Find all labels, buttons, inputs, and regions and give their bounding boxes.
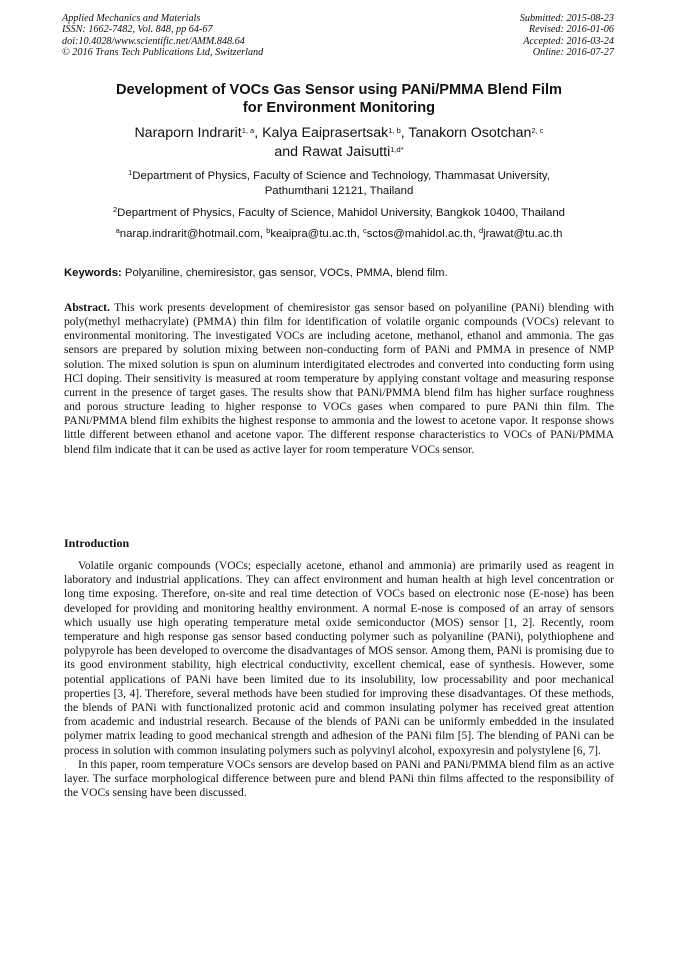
authors-line-1 (40, 124, 638, 143)
email-address: sctos@mahidol.ac.th, (366, 228, 479, 240)
email-mark: c (362, 225, 367, 235)
affiliation-text: Department of Physics, Faculty of Science and Technology, Thammasat University, (132, 170, 550, 182)
issn-info: ISSN: 1662-7482, Vol. 848, pp 64-67 (62, 24, 213, 36)
abstract-label: Abstract. (64, 302, 110, 314)
abstract (64, 301, 614, 457)
email-mark: d (478, 225, 484, 235)
title-line-1: Development of VOCs Gas Sensor using PANi/PMMA Blend Film (116, 82, 562, 98)
author-name: , Kalya Eaiprasertsak (254, 125, 389, 141)
journal-info (62, 13, 263, 59)
section-heading-introduction: Introduction (64, 536, 130, 550)
affiliation-text: Pathumthani 12121, Thailand (264, 184, 414, 197)
email-mark: a (115, 225, 120, 235)
abstract-text: This work presents development of chemiresistor gas sensor based on polyaniline (PANi) blending with poly(methyl methacrylate) (PMMA) thin film for identification of volatile organic compounds (VOCs) relevant to environmental monitoring. The investigated VOCs are including acetone, methanol, ethanol and ammonia. The gas sensors are prepared by solution mixing between non-conducting form of PANi and PMMA in presence of NMP solution. The mixed solution is spun on aluminum interdigitated electrodes and converted into conducting form using HCl doping. Their sensitivity is measured at room temperature by applying constant voltage and measuring response current in the presence of target gases. The results show that PANi/PMMA blend film has higher surface roughness and porous structure leading to higher response to VOCs gases when compared to pure PANi thin film. The PANi/PMMA blend film exhibits the highest response to ammonia and the lowest to acetone vapor. It response shows little different between ethanol and acetone vapor. The different response characteristics to VOCs of PANi/PMMA blend film indicate that it can be used as active layer for room temperature VOCs sensor. (64, 302, 614, 456)
author-name: , Tanakorn Osotchan (400, 125, 532, 141)
email-address: jrawat@tu.ac.th (483, 228, 563, 240)
accepted-date: Accepted: 2016-03-24 (523, 35, 614, 47)
submitted-date: Submitted: 2015-08-23 (519, 13, 614, 24)
keywords (64, 267, 448, 279)
author-name: and Rawat Jaisutti (274, 144, 391, 160)
affiliation-number: 1 (128, 167, 133, 177)
copyright-info: © 2016 Trans Tech Publications Ltd, Switzerland (62, 47, 264, 59)
author-list (40, 124, 638, 162)
affiliation-number: 2 (112, 204, 118, 214)
email-mark: b (266, 225, 271, 235)
paper-title (40, 82, 638, 117)
introduction-paragraph-2: In this paper, room temperature VOCs sensors are develop based on PANi and PANi/PMMA blend film as an active layer. The surface morphological difference between pure and blend PANi thin films affected to the responsibility of the VOCs sensing have been discussed. (64, 758, 614, 800)
author-affiliation-mark: 1,d* (390, 144, 404, 154)
keywords-text: Polyaniline, chemiresistor, gas sensor, VOCs, PMMA, blend film. (121, 267, 448, 279)
online-date: Online: 2016-07-27 (532, 47, 614, 59)
title-line-2: for Environment Monitoring (242, 99, 436, 116)
doi-info: doi:10.4028/www.scientific.net/AMM.848.64 (62, 35, 245, 47)
author-name: Naraporn Indrarit (134, 125, 242, 141)
introduction-body (64, 559, 614, 800)
email-address: narap.indrarit@hotmail.com, (119, 228, 267, 240)
revised-date: Revised: 2016-01-06 (528, 24, 614, 36)
author-affiliation-mark: 1, a (241, 125, 255, 135)
affiliation-2 (50, 206, 628, 221)
author-emails (50, 227, 628, 242)
keywords-label: Keywords: (64, 267, 122, 279)
author-affiliation-mark: 1, b (388, 125, 401, 135)
authors-line-2 (40, 143, 638, 162)
publication-dates (520, 13, 614, 59)
journal-name: Applied Mechanics and Materials (62, 13, 201, 24)
introduction-paragraph-1: Volatile organic compounds (VOCs; especially acetone, ethanol and ammonia) are primarily used as reagent in laboratory and industrial applications. They can affect environment and human health at high level concentration or long time exposing. Therefore, on-site and real time detection of VOCs based on electronic nose (E-nose) has been developed for providing and monitoring healthy environment. A normal E-nose is composed of an array of sensors which usually use high operating temperature metal oxide semiconductor (MOS) sensor [1, 2]. Recently, room temperature and high response gas sensor based conducting polymer such as polyaniline (PANi), polythiophene and polypyrole has been developed to overcome the disadvantages of MOS sensor. Among them, PANi is promising due to its good environment stability, high electrical conductivity, excellent chemical, ease of synthesis. However, some potential applications of PANi have been limited due to its insolubility, low processability and poor mechanical properties [3, 4]. Therefore, several methods have been studied for improving these disadvantages. Of these methods, the blends of PANi with functionalized protonic acid and common insulating polymer has received great attention from academic and industrial research. Because of the blends of PANi can be uniformly embedded in the insulated polymer matrix leading to good mechanical strength and adhesion of the PANi film [5]. The blending of PANi can be process in solution with common insulating polymers such as polyvinyl alcohol, expoxyresin and polystylene [6, 7]. (64, 560, 614, 757)
email-address: keaipra@tu.ac.th, (270, 228, 363, 240)
affiliation-1 (50, 169, 628, 199)
affiliation-text: Department of Physics, Faculty of Science, Mahidol University, Bangkok 10400, Thailand (117, 207, 565, 219)
author-affiliation-mark: 2, c (531, 125, 544, 135)
